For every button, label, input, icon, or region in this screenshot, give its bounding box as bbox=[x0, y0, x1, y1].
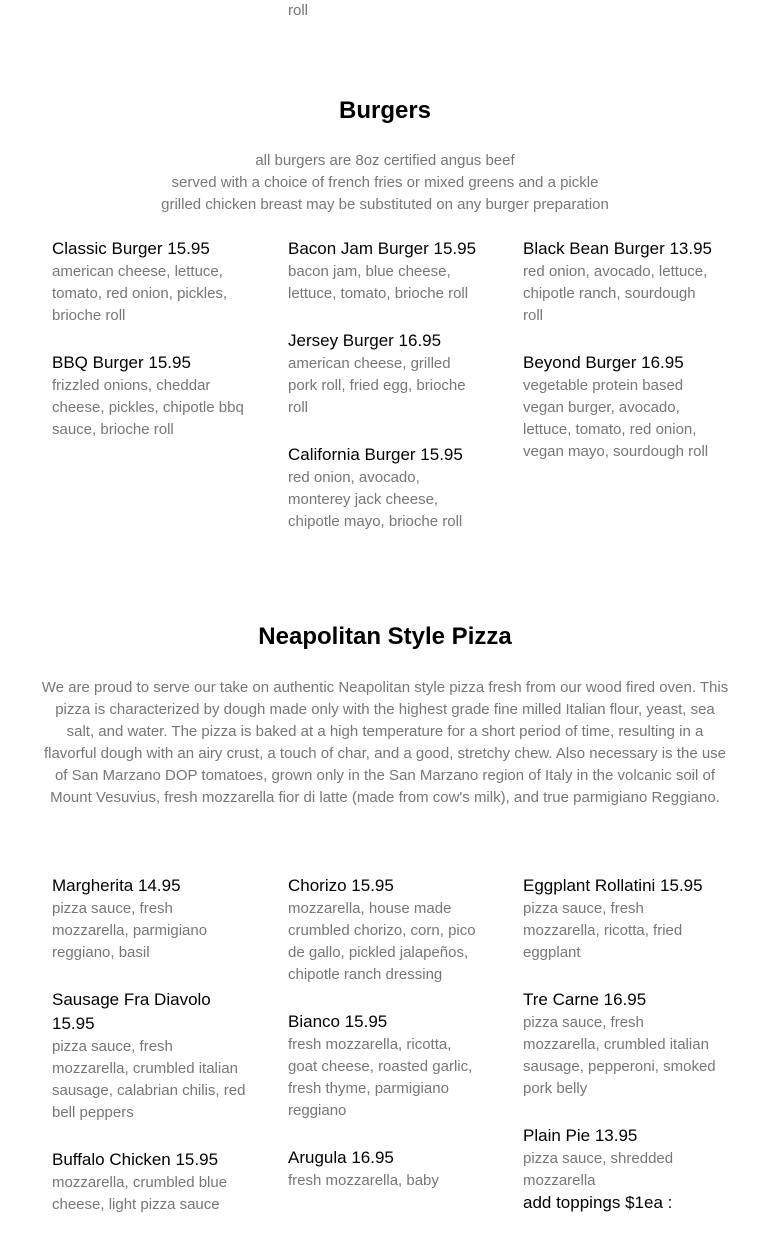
menu-item bbox=[523, 874, 718, 964]
menu-item bbox=[288, 237, 483, 305]
menu-item bbox=[52, 1148, 247, 1216]
item-description: american cheese, grilled pork roll, fried egg, brioche roll bbox=[288, 355, 466, 416]
menu-item bbox=[523, 237, 718, 327]
item-description: red onion, avocado, monterey jack cheese, chipotle mayo, brioche roll bbox=[288, 469, 463, 530]
burgers-title: Burgers bbox=[338, 97, 432, 124]
burgers-column-2 bbox=[288, 237, 483, 557]
menu-item bbox=[52, 237, 247, 327]
item-description: pizza sauce, shredded mozzarella bbox=[523, 1150, 674, 1189]
item-description: fresh mozzarella, ricotta, goat cheese, roasted garlic, fresh thyme, parmigiano reggiano bbox=[288, 1036, 473, 1119]
menu-item bbox=[288, 329, 483, 419]
pizza-column-1 bbox=[52, 874, 247, 1240]
burgers-intro-line: grilled chicken breast may be substituted on any burger preparation bbox=[161, 196, 609, 213]
menu-item bbox=[288, 874, 483, 986]
pizza-column-2 bbox=[288, 874, 483, 1216]
item-name: Beyond Burger 16.95 bbox=[523, 353, 684, 372]
menu-item bbox=[288, 443, 483, 533]
item-description: pizza sauce, fresh mozzarella, crumbled italian sausage, calabrian chilis, red bell peppers bbox=[52, 1038, 246, 1121]
item-name: Tre Carne 16.95 bbox=[523, 990, 647, 1009]
item-name: Buffalo Chicken 15.95 bbox=[52, 1150, 219, 1169]
menu-item bbox=[523, 988, 718, 1100]
item-description: pizza sauce, fresh mozzarella, crumbled italian sausage, pepperoni, smoked pork belly bbox=[523, 1014, 716, 1097]
menu-item bbox=[52, 874, 247, 964]
item-description: mozzarella, house made crumbled chorizo, corn, pico de gallo, pickled jalapeños, chipotle ranch dressing bbox=[288, 900, 476, 983]
item-name: Chorizo 15.95 bbox=[288, 876, 394, 895]
menu-item bbox=[288, 1010, 483, 1122]
item-name: Eggplant Rollatini 15.95 bbox=[523, 876, 703, 895]
previous-item-description-fragment bbox=[288, 0, 478, 22]
pizza-intro: We are proud to serve our take on authentic Neapolitan style pizza fresh from our wood fired oven. This pizza is characterized by dough made only with the highest grade fine milled Italian flour, yeast, sea salt, and water. The pizza is baked at a high temperature for a short period of time, resulting in a flavorful dough with an airy crust, a touch of char, and a good, stretchy chew. Also necessary is the use of San Marzano DOP tomatoes, grown only in the San Marzano region of Italy in the volcanic soil of Mount Vesuvius, fresh mozzarella fior di latte (made from cow's milk), and true parmigiano Reggiano. bbox=[41, 679, 729, 806]
menu-item bbox=[288, 1146, 483, 1192]
item-description: vegetable protein based vegan burger, avocado, lettuce, tomato, red onion, vegan mayo, sourdough roll bbox=[523, 377, 709, 460]
burgers-intro bbox=[45, 150, 725, 216]
pizza-title: Neapolitan Style Pizza bbox=[258, 623, 512, 650]
item-name: Bianco 15.95 bbox=[288, 1012, 388, 1031]
menu-item bbox=[523, 1124, 718, 1192]
menu-item bbox=[523, 351, 718, 463]
item-description: bacon jam, blue cheese, lettuce, tomato, brioche roll bbox=[288, 263, 469, 302]
item-name: BBQ Burger 15.95 bbox=[52, 353, 191, 372]
item-description: red onion, avocado, lettuce, chipotle ranch, sourdough roll bbox=[523, 263, 708, 324]
pizza-column-3 bbox=[523, 874, 718, 1214]
item-description: pizza sauce, fresh mozzarella, ricotta, fried eggplant bbox=[523, 900, 683, 961]
item-name: Arugula 16.95 bbox=[288, 1148, 394, 1167]
item-name: Sausage Fra Diavolo 15.95 bbox=[52, 990, 211, 1033]
burgers-intro-line: served with a choice of french fries or mixed greens and a pickle bbox=[171, 174, 599, 191]
burgers-column-3 bbox=[523, 237, 718, 487]
item-name: Black Bean Burger 13.95 bbox=[523, 239, 713, 258]
add-toppings-note: add toppings $1ea : bbox=[523, 1193, 673, 1212]
item-name: California Burger 15.95 bbox=[288, 445, 463, 464]
item-description: mozzarella, crumbled blue cheese, light pizza sauce bbox=[52, 1174, 228, 1213]
item-description: fresh mozzarella, baby bbox=[288, 1172, 439, 1189]
burgers-column-1 bbox=[52, 237, 247, 465]
item-description: pizza sauce, fresh mozzarella, parmigiano reggiano, basil bbox=[52, 900, 208, 961]
item-name: Plain Pie 13.95 bbox=[523, 1126, 638, 1145]
burgers-intro-line: all burgers are 8oz certified angus beef bbox=[255, 152, 515, 169]
item-description: frizzled onions, cheddar cheese, pickles, chipotle bbq sauce, brioche roll bbox=[52, 377, 244, 438]
menu-item bbox=[52, 351, 247, 441]
pizza-section bbox=[0, 622, 770, 809]
fragment-text: roll bbox=[288, 2, 309, 19]
item-description: american cheese, lettuce, tomato, red onion, pickles, brioche roll bbox=[52, 263, 228, 324]
menu-item bbox=[52, 988, 247, 1124]
item-name: Margherita 14.95 bbox=[52, 876, 181, 895]
item-name: Classic Burger 15.95 bbox=[52, 239, 210, 258]
item-name: Bacon Jam Burger 15.95 bbox=[288, 239, 477, 258]
item-name: Jersey Burger 16.95 bbox=[288, 331, 442, 350]
burgers-section bbox=[0, 96, 770, 216]
